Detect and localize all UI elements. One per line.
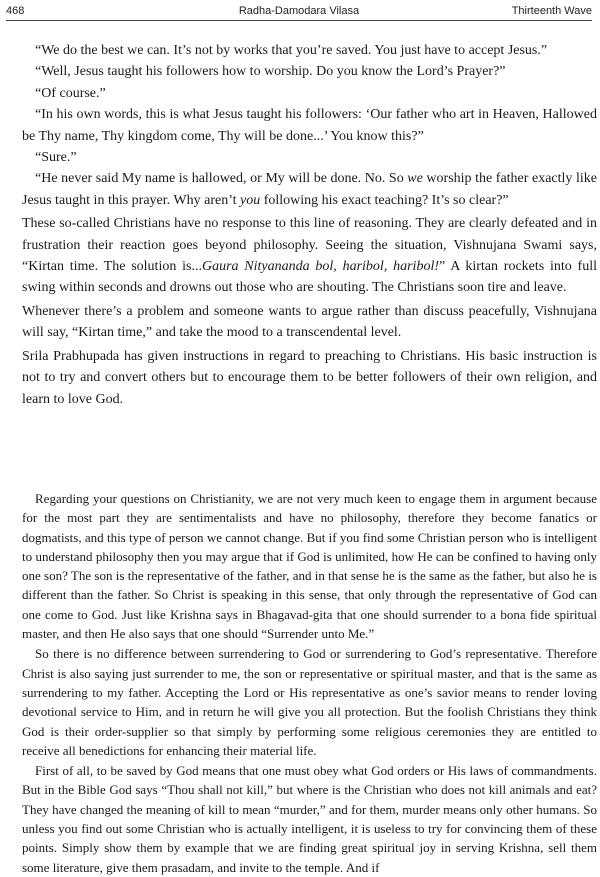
dialogue-line: “We do the best we can. It’s not by works that you’re saved. You just have to accept Jesus.” bbox=[35, 43, 548, 58]
header-rule bbox=[6, 20, 592, 21]
prabhupada-letter-quote bbox=[22, 489, 597, 877]
dialogue-line: “In his own words, this is what Jesus taught his followers: ‘Our father who art in Heaven, Hallowed be Thy name, Thy kingdom come, Thy will be done...’ You know this?” bbox=[22, 107, 597, 144]
kirtan-chant: Gaura Nityananda bol, haribol, haribol! bbox=[201, 259, 439, 275]
emphasis-you: you bbox=[240, 192, 261, 208]
letter-paragraph: First of all, to be saved by God means that one must obey what God orders or His laws of commandments. But in the Bible God says “Thou shall not kill,” but where is the Christian who does not kill animals and eat? They have changed the meaning of kill to mean “murder,” and for them, murder means only other humans. So unless you find out some Christian who is actually intelligent, it is useless to try for convincing them of these points. Simply show them by example that we are finding great spiritual joy in serving Krishna, sell them some literature, give them prasadam, and invite to the temple. And if bbox=[22, 763, 597, 875]
text-run: following his exact teaching? It’s so clear?” bbox=[260, 192, 509, 208]
dialogue-line: “Sure.” bbox=[35, 150, 77, 166]
text-run: These so-called Christians have no response to this line of reasoning. They are clearly defeated and in frustration their reaction goes beyond philosophy. Seeing the situation, Vishnujana Swami says, “Kirtan time. The solution is... bbox=[22, 216, 597, 275]
narrative-paragraph: Srila Prabhupada has given instructions in regard to preaching to Christians. His basic instruction is not to try and convert others but to encourage them to be better followers of their own religion, and learn to love God. bbox=[22, 348, 597, 407]
emphasis-we: we bbox=[407, 171, 423, 187]
dialogue-line: “Of course.” bbox=[35, 85, 106, 101]
dialogue-line bbox=[22, 168, 597, 211]
book-title: Radha-Damodara Vilasa bbox=[238, 5, 360, 17]
narrative-paragraph: Whenever there’s a problem and someone wants to argue rather than discuss peacefully, Vishnujana will say, “Kirtan time,” and take the mood to a transcendental level. bbox=[22, 303, 597, 341]
text-run: “He never said My name is hallowed, or My will be done. No. So bbox=[35, 171, 408, 187]
text-run: worship the father exactly like Jesus taught in this prayer. Why aren’t bbox=[22, 171, 597, 208]
dialogue-line: “Well, Jesus taught his followers how to worship. Do you know the Lord’s Prayer?” bbox=[35, 64, 506, 80]
chapter-title: Thirteenth Wave bbox=[511, 5, 592, 17]
narrative-paragraph bbox=[22, 213, 597, 299]
running-header bbox=[6, 3, 592, 19]
letter-paragraph: So there is no difference between surrendering to God or surrendering to God’s representative. Therefore Christ is also saying just surrender to me, the son or representative or spiritual master, and that is the same as surrendering to my father. Accepting the Lord or His representative as one’s savior means to render loving devotional service to Him, and in return he will give you all protection. But the foolish Christians they think God is their order-supplier so that simply by performing some religious ceremonies they are entitled to receive all benedictions for enhancing their material life. bbox=[22, 646, 597, 758]
text-run: ” A kirtan rockets into full swing within seconds and drowns out those who are shouting. The Christians soon tire and leave. bbox=[22, 259, 597, 296]
page-number: 468 bbox=[6, 5, 25, 17]
main-text bbox=[22, 40, 597, 410]
letter-paragraph: Regarding your questions on Christianity, we are not very much keen to engage them in argument because for the most part they are sentimentalists and have no philosophy, therefore they become fanatics or dogmatists, and this type of person we cannot change. But if you find some Christian person who is intelligent to understand philosophy then you may argue that if God is unlimited, how He can be confined to having only one son? The son is the representative of the father, and in that sense he is the same as the father, but also he is different than the father. So Christ is speaking in this sense, that only through the representative of God can one come to God. Just like Krishna says in Bhagavad-gita that one should surrender to a bona fide spiritual master, and then He also says that one should “Surrender unto Me.” bbox=[22, 491, 597, 642]
